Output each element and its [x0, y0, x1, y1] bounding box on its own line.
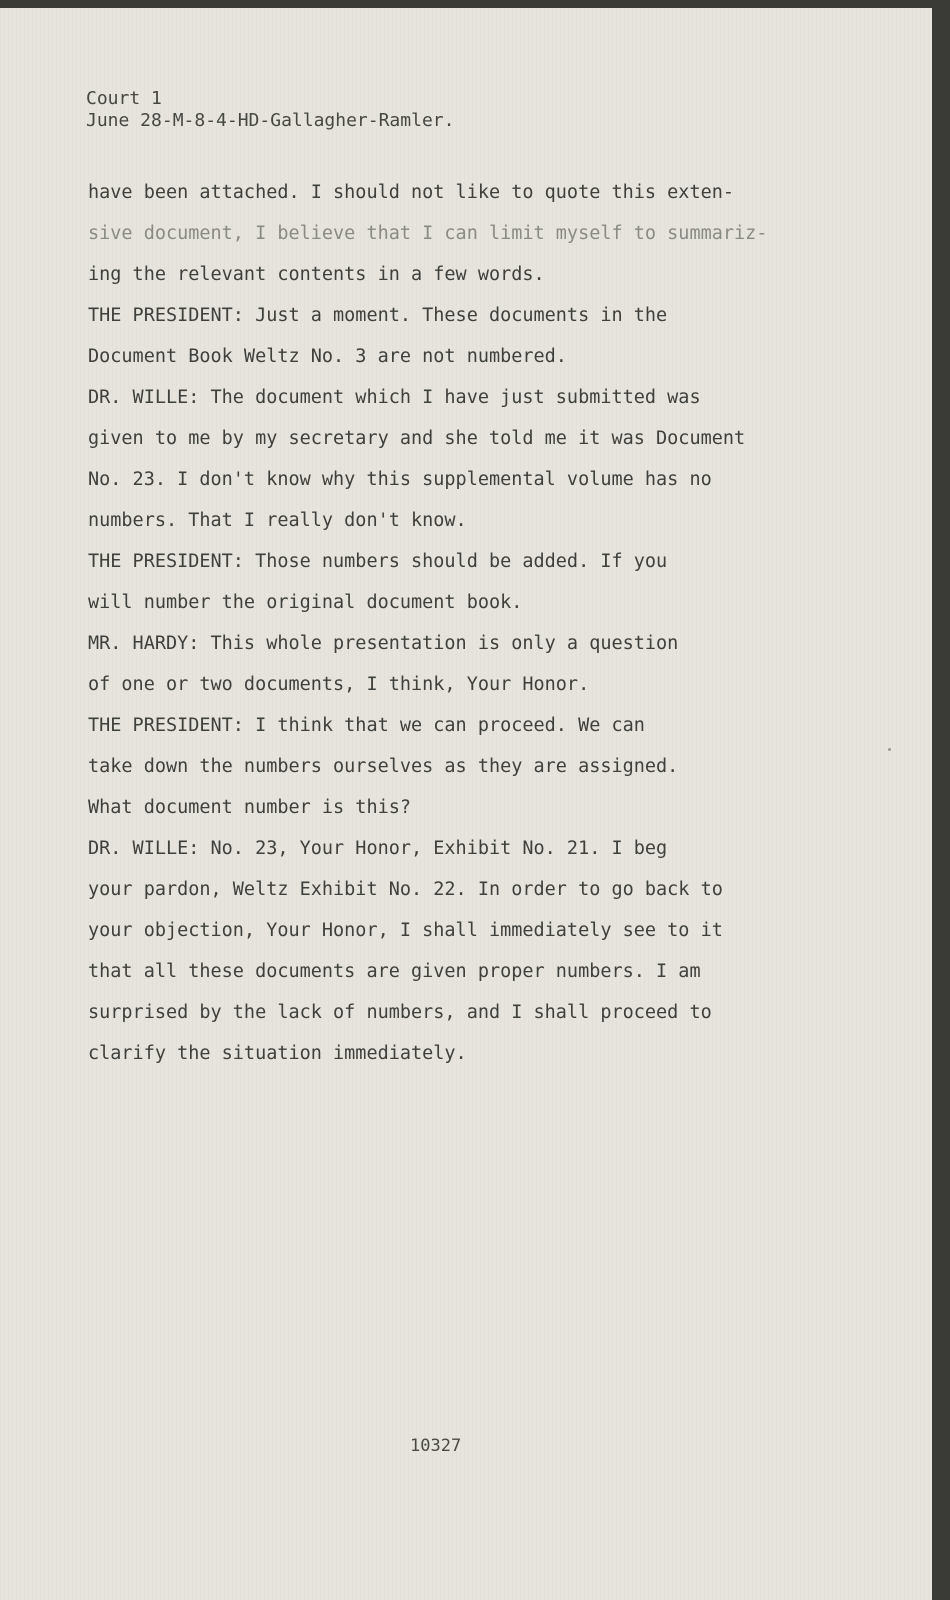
transcript-line: DR. WILLE: The document which I have just submitted was [88, 387, 701, 408]
transcript-line: MR. HARDY: This whole presentation is only a question [88, 633, 679, 654]
transcript-line: will number the original document book. [88, 592, 523, 613]
transcript-line: No. 23. I don't know why this supplemental volume has no [88, 469, 712, 490]
transcript-line: THE PRESIDENT: Those numbers should be added. If you [88, 551, 668, 572]
transcript-line: clarify the situation immediately. [88, 1043, 467, 1064]
court-label: Court 1 [86, 88, 162, 109]
transcript-line: sive document, I believe that I can limit myself to summariz- [88, 223, 768, 244]
page-header [86, 88, 454, 132]
transcript-line: numbers. That I really don't know. [88, 510, 467, 531]
transcript-line: take down the numbers ourselves as they are assigned. [88, 756, 679, 777]
transcript-line: THE PRESIDENT: I think that we can proceed. We can [88, 715, 645, 736]
transcript-line: that all these documents are given proper numbers. I am [88, 961, 701, 982]
transcript-line: Document Book Weltz No. 3 are not numbered. [88, 346, 567, 367]
transcript-line: your pardon, Weltz Exhibit No. 22. In order to go back to [88, 879, 723, 900]
document-page [0, 8, 932, 1600]
transcript-line: DR. WILLE: No. 23, Your Honor, Exhibit No. 21. I beg [88, 838, 668, 859]
transcript-line: surprised by the lack of numbers, and I shall proceed to [88, 1002, 712, 1023]
paper-speck [888, 748, 891, 751]
transcript-line: your objection, Your Honor, I shall immediately see to it [88, 920, 723, 941]
transcript-line: What document number is this? [88, 797, 412, 818]
transcript-line: have been attached. I should not like to quote this exten- [88, 182, 735, 203]
transcript-line: ing the relevant contents in a few words. [88, 264, 545, 285]
transcript-line: THE PRESIDENT: Just a moment. These documents in the [88, 305, 668, 326]
page-number: 10327 [410, 1436, 462, 1456]
transcript-line: of one or two documents, I think, Your Honor. [88, 674, 590, 695]
session-reference: June 28-M-8-4-HD-Gallagher-Ramler. [86, 110, 455, 131]
transcript-line: given to me by my secretary and she told me it was Document [88, 428, 746, 449]
